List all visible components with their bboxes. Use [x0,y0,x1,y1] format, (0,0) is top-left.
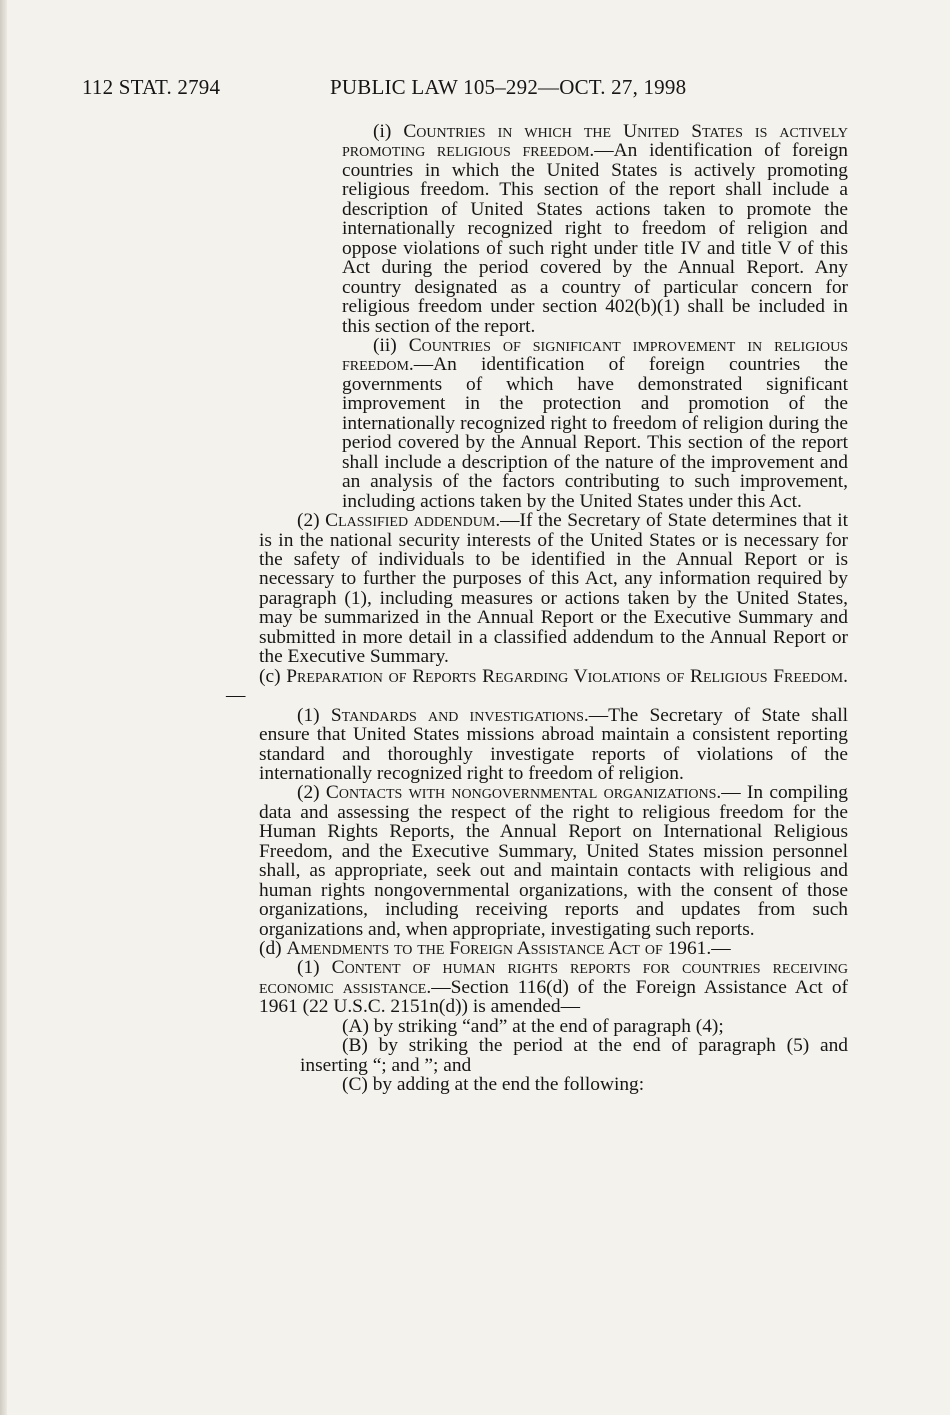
subsection-c [226,667,848,706]
paragraph-b2-heading: Classified addendum [325,510,496,532]
clause-i-heading: Countries in which the United States is actively promoting religious freedom [342,121,848,162]
paragraph-b2-text: .—If the Secretary of State determines that it is in the national security interests of the United States or is necessary for the safety of individuals to be identified in the Annual Report or is necessary to further the purposes of this Act, any information required by paragraph (1), including measures or actions taken by the United States, may be summarized in the Annual Report or the Executive Summary and submitted in more detail in a classified addendum to the Annual Report or the Executive Summary. [259,510,848,668]
paragraph-b2-number: (2) [297,510,326,532]
subparagraph-B: (B) by striking the period at the end of paragraph (5) and inserting “; and ”; and [300,1035,848,1076]
paragraph-c1-text: .—The Secretary of State shall ensure that United States missions abroad maintain a consistent reporting standard and thoroughly investigate reports of violations of the internationally recognized right to freedom of religion. [259,704,848,784]
subsection-d-heading: Amendments to the Foreign Assistance Act of 1961 [286,938,707,960]
subsection-d [226,939,848,958]
paragraph-d1-number: (1) [297,957,332,979]
paragraph-c2-heading: Contacts with nongovernmental organizations [325,782,717,804]
paragraph-d1 [226,958,848,1016]
subparagraph-C: (C) by adding at the end the following: [342,1074,645,1096]
paragraph-c2-number: (2) [297,782,326,804]
paragraph-b2 [226,511,848,667]
statute-citation: 112 STAT. 2794 [82,75,221,99]
clause-ii [226,336,848,511]
subsection-c-dash: .— [226,665,848,707]
subsection-c-heading: Preparation of Reports Regarding Violations of Religious Freedom [286,665,844,687]
paragraph-c2-text: .— In compiling data and assessing the respect of the right to religious freedom for the Human Rights Reports, the Annual Report on International Religious Freedom, and the Executive Summary, United States mission personnel shall, as appropriate, seek out and maintain contacts with religious and human rights nongovernmental organizations, with the consent of those organizations, including receiving reports and updates from such organizations and, when appropriate, investigating such reports. [259,782,848,940]
subsection-d-letter: (d) [259,938,287,960]
page-edge-shadow [0,0,7,1415]
subsection-c-letter: (c) [259,665,287,687]
paragraph-d1-heading: Content of human rights reports for countries receiving economic assistance [259,957,849,998]
paragraph-c1 [226,706,848,784]
paragraph-d1-text: .—Section 116(d) of the Foreign Assistance Act of 1961 (22 U.S.C. 2151n(d)) is amended— [259,976,848,1018]
paragraph-c1-heading: Standards and investigations [330,704,584,726]
paragraph-c2 [226,783,848,939]
clause-i [226,122,848,336]
clause-ii-heading: Countries of significant improvement in religious freedom [342,334,848,376]
public-law-title: PUBLIC LAW 105–292—OCT. 27, 1998 [330,75,687,99]
document-body [226,122,848,1095]
clause-i-text: .—An identification of foreign countries in which the United States is actively promoting religious freedom. This section of the report shall include a description of United States actions taken to promote the internationally recognized right to freedom of religion and oppose violations of such right under title IV and title V of this Act during the period covered by the Annual Report. Any country designated as a country of particular concern for religious freedom under section 402(b)(1) shall be included in this section of the report. [342,140,848,337]
clause-i-number: (i) [373,121,404,142]
clause-ii-number: (ii) [373,334,409,356]
subsection-d-dash: .— [706,938,731,960]
clause-ii-text: .—An identification of foreign countries the governments of which have demonstrated significant improvement in the protection and promotion of the internationally recognized right to freedom of religion during the period covered by the Annual Report. This section of the report shall include a description of the nature of the improvement and an analysis of the factors contributing to such improvement, including actions taken by the United States under this Act. [342,354,848,512]
paragraph-c1-number: (1) [297,704,331,726]
subparagraph-A: (A) by striking “and” at the end of paragraph (4); [342,1015,724,1037]
page-header [82,75,862,105]
